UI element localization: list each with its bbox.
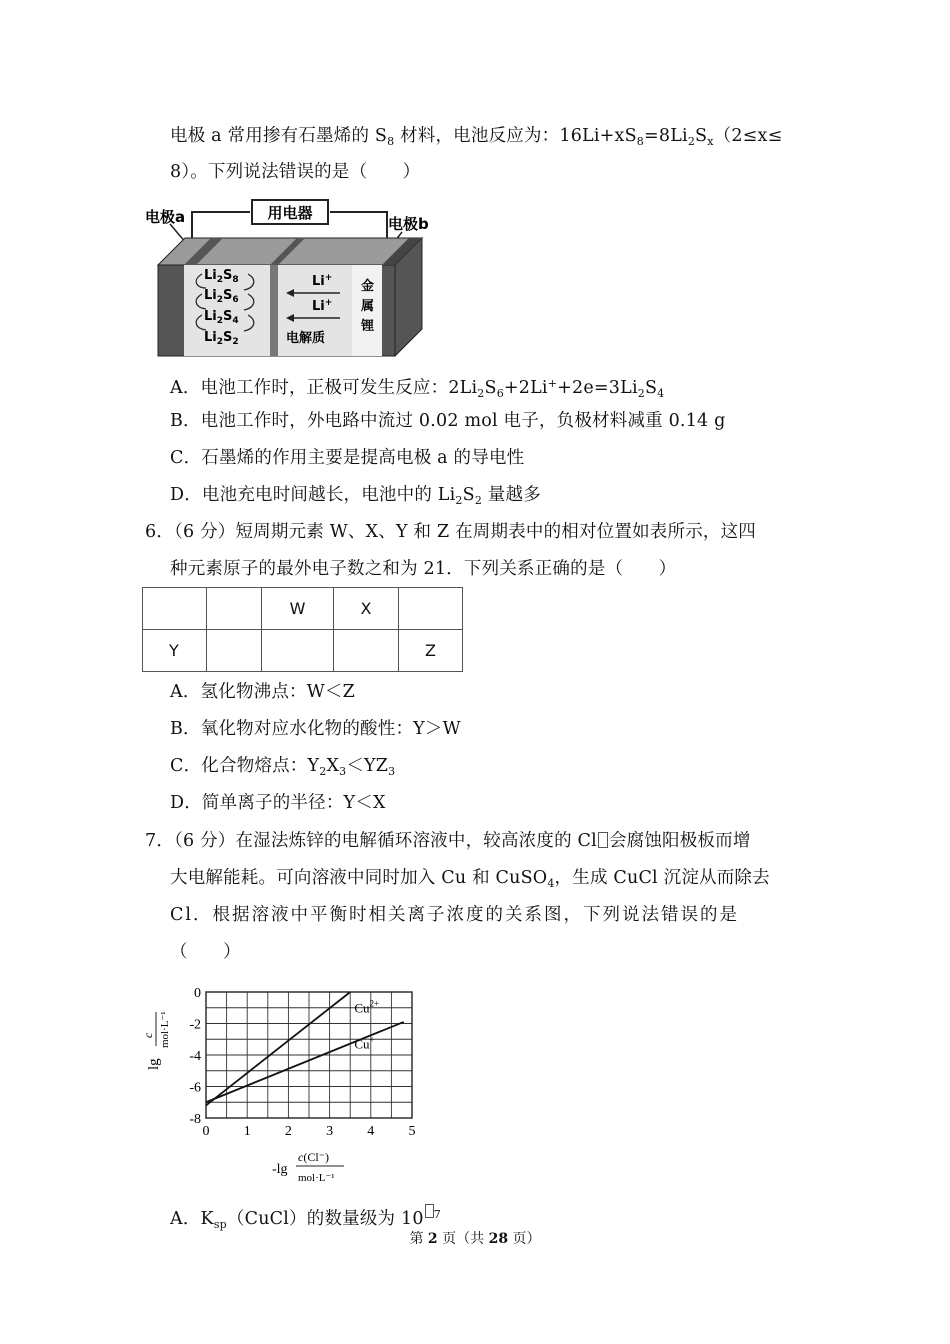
table-cell bbox=[143, 588, 207, 630]
table-cell bbox=[334, 630, 399, 672]
x-tick-label: 3 bbox=[326, 1124, 334, 1139]
q6-stem-line1: 6．（6 分）短周期元素 W、X、Y 和 Z 在周期表中的相对位置如表所示，这四 bbox=[145, 522, 756, 542]
chart-series bbox=[206, 992, 404, 1105]
svg-text:c(Cl⁻): c(Cl⁻) bbox=[298, 1150, 329, 1164]
electrode-a-label: 电极a bbox=[145, 208, 186, 226]
q7-stem-line1: 7．（6 分）在湿法炼锌的电解循环溶液中，较高浓度的 Cl 会腐蚀阳极板而增 bbox=[145, 831, 751, 851]
q7-stem-line2: 大电解能耗。可向溶液中同时加入 Cu 和 CuSO$_4$，生成 CuCl 沉淀从而除去 bbox=[170, 868, 770, 890]
periodic-table-fragment bbox=[142, 587, 463, 672]
svg-text:c: c bbox=[141, 1032, 155, 1038]
q5-option-a: A．电池工作时，正极可发生反应：$2Li_2S_6+2Li^++2e=3Li_2S_4$ bbox=[170, 377, 665, 400]
y-tick-label: 0 bbox=[194, 986, 201, 1001]
y-tick-label: -4 bbox=[189, 1049, 201, 1064]
y-tick-label: -6 bbox=[189, 1080, 201, 1096]
x-tick-label: 1 bbox=[243, 1124, 251, 1139]
page-footer: 第 2 页（共 28 页） bbox=[409, 1231, 541, 1247]
table-row bbox=[143, 588, 463, 630]
electrolyte-label: 电解质 bbox=[286, 331, 326, 346]
svg-text:mol·L⁻¹: mol·L⁻¹ bbox=[298, 1172, 335, 1184]
species-li2s8: $Li_2S_8$ bbox=[204, 268, 239, 285]
species-li2s6: $Li_2S_6$ bbox=[204, 288, 239, 305]
chart-grid bbox=[206, 992, 412, 1118]
q5-stem-line1: 电极 a 常用掺有石墨烯的 $S_8$ 材料，电池反应为：$16Li+xS_8=8Li_2S_x(2\le x\le$ bbox=[170, 126, 783, 148]
table-cell bbox=[207, 588, 262, 630]
electrode-b-label: 电极b bbox=[388, 215, 429, 233]
series-label-Cu2plus: $Cu^{2+}$ bbox=[354, 998, 380, 1016]
svg-text:lg: lg bbox=[146, 1058, 162, 1070]
table-cell: Z bbox=[399, 630, 463, 672]
y-tick-label: -2 bbox=[189, 1017, 201, 1033]
series-label-Cuplus: Cu+ bbox=[354, 1034, 375, 1052]
species-li2s2: $Li_2S_2$ bbox=[204, 330, 239, 347]
svg-text:mol·L⁻¹: mol·L⁻¹ bbox=[159, 1011, 171, 1048]
q7-stem-line4: （ ） bbox=[170, 942, 241, 962]
table-cell bbox=[399, 588, 463, 630]
ion-concentration-chart bbox=[140, 978, 430, 1188]
x-tick-label: 4 bbox=[367, 1124, 375, 1139]
table-cell: Y bbox=[143, 630, 207, 672]
metal-label-2: 属 bbox=[361, 299, 375, 314]
x-tick-label: 2 bbox=[284, 1124, 292, 1139]
q6-option-d: D．简单离子的半径：Y＜X bbox=[170, 793, 386, 813]
li-ion-label-2: Li+ bbox=[312, 298, 333, 314]
table-cell bbox=[262, 630, 334, 672]
table-cell: X bbox=[334, 588, 399, 630]
x-tick-label: 0 bbox=[202, 1124, 210, 1139]
q5-option-d: D．电池充电时间越长，电池中的 $Li_2S_2$ 量越多 bbox=[170, 485, 541, 507]
q6-stem-line2: 种元素原子的最外电子数之和为 21．下列关系正确的是（ ） bbox=[170, 559, 677, 579]
y-axis-label bbox=[141, 1011, 171, 1070]
species-li2s4: $Li_2S_4$ bbox=[204, 309, 239, 326]
y-tick-label: -8 bbox=[189, 1112, 201, 1127]
table-cell bbox=[207, 630, 262, 672]
q6-option-a: A．氢化物沸点：W＜Z bbox=[170, 682, 355, 702]
li-ion-label-1: Li+ bbox=[312, 273, 333, 289]
x-axis-label bbox=[272, 1150, 344, 1184]
q6-option-c: C．化合物熔点：$Y_2X_3<YZ_3$ bbox=[170, 756, 396, 778]
q6-option-b: B．氧化物对应水化物的酸性：Y＞W bbox=[170, 719, 461, 739]
q5-stem-line2: 8）。下列说法错误的是（ ） bbox=[170, 162, 421, 182]
q7-stem-line3: Cl．根据溶液中平衡时相关离子浓度的关系图，下列说法错误的是 bbox=[170, 905, 739, 925]
series-line-Cu2plus bbox=[206, 992, 350, 1105]
metal-label-1: 金 bbox=[361, 279, 375, 294]
table-cell: W bbox=[262, 588, 334, 630]
missing-glyph-icon bbox=[598, 832, 608, 848]
q5-option-b: B．电池工作时，外电路中流过 0.02 mol 电子，负极材料减重 0.14 g bbox=[170, 411, 726, 431]
missing-glyph-icon bbox=[425, 1204, 434, 1218]
battery-diagram bbox=[140, 192, 440, 364]
table-row bbox=[143, 630, 463, 672]
device-label: 用电器 bbox=[267, 204, 313, 222]
q5-option-c: C．石墨烯的作用主要是提高电极 a 的导电性 bbox=[170, 448, 525, 468]
metal-label-3: 锂 bbox=[361, 319, 375, 334]
svg-text:-lg: -lg bbox=[272, 1162, 288, 1177]
q7-option-a: A．$K_{sp}(CuCl)$的数量级为 10 $^7$ bbox=[170, 1203, 441, 1237]
x-tick-label: 5 bbox=[408, 1124, 416, 1139]
